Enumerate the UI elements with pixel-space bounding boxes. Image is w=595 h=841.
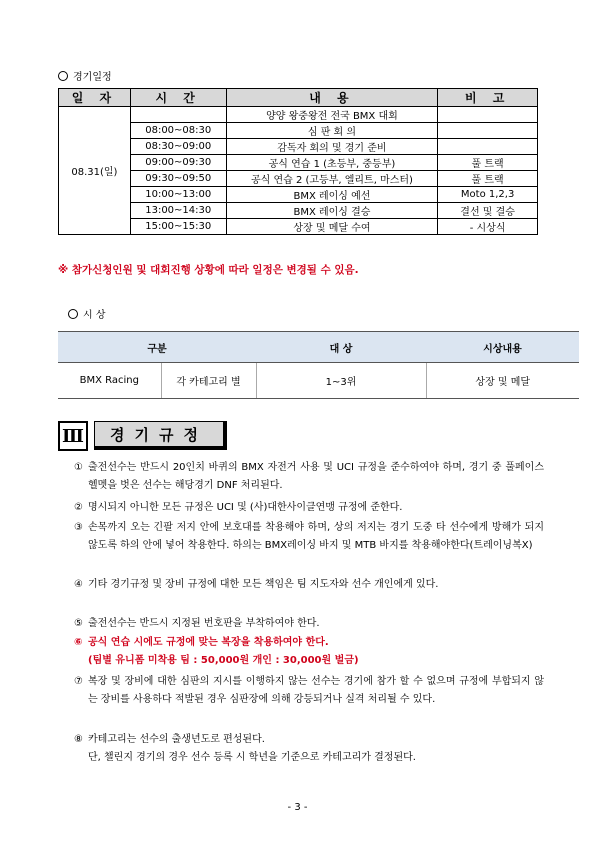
time-cell: 10:00~13:00 [130, 187, 226, 203]
schedule-table [58, 88, 538, 235]
time-cell: 15:00~15:30 [130, 219, 226, 235]
table-row [59, 139, 538, 155]
header-target: 대 상 [256, 332, 426, 363]
section-heading [58, 421, 227, 451]
content-cell: 감독자 회의 및 경기 준비 [226, 139, 438, 155]
table-row [59, 219, 538, 235]
circle-bullet-icon [68, 309, 78, 319]
note-cell [438, 139, 538, 155]
schedule-change-notice: ※ 참가신청인원 및 대회진행 상황에 따라 일정은 변경될 수 있음. [58, 264, 359, 276]
note-cell [438, 107, 538, 123]
table-row [59, 203, 538, 219]
penalty-note: (팀별 유니폼 미착용 팀 : 50,000원 개인 : 30,000원 벌금) [88, 655, 359, 666]
note-cell: 풀 트랙 [438, 155, 538, 171]
circle-bullet-icon [58, 71, 68, 81]
header-category: 구분 [58, 332, 256, 363]
header-date: 일 자 [59, 89, 131, 107]
header-prize: 시상내용 [426, 332, 579, 363]
content-cell: 공식 연습 1 (초등부, 중등부) [226, 155, 438, 171]
awards-heading: 시 상 [68, 306, 106, 321]
rule-item: ③ 손목까지 오는 긴팔 저지 안에 보호대를 착용해야 하며, 상의 저지는 경기 도중 타 선수에게 방해가 되지 않도록 하의 안에 넣어 착용한다. 하의는 BMX레이싱 바지 및 MTB 바지를 착용해야한다(트레이닝복X) [74, 522, 544, 551]
rule-item: ② 명시되지 아니한 모든 규정은 UCI 및 (사)대한사이클연맹 규정에 준한다. [74, 502, 403, 513]
rule-item: ⑧ 카테고리는 선수의 출생년도로 편성된다. 단, 챌린지 경기의 경우 선수 등록 시 학년을 기준으로 카테고리가 결정된다. [74, 731, 544, 767]
table-row [58, 363, 579, 399]
schedule-heading: 경기일정 [58, 68, 112, 83]
time-cell: 08:30~09:00 [130, 139, 226, 155]
content-cell: 공식 연습 2 (고등부, 엘리트, 마스터) [226, 171, 438, 187]
time-cell: 13:00~14:30 [130, 203, 226, 219]
schedule-header-row [59, 89, 538, 107]
rule-sub-note: 단, 챌린지 경기의 경우 선수 등록 시 학년을 기준으로 카테고리가 결정된다. [88, 752, 416, 763]
table-row [59, 171, 538, 187]
note-cell: 결선 및 결승 [438, 203, 538, 219]
roman-numeral-badge: Ⅲ [58, 421, 88, 451]
header-note: 비 고 [438, 89, 538, 107]
date-cell: 08.31(일) [59, 107, 131, 235]
content-cell: 상장 및 메달 수여 [226, 219, 438, 235]
awards-header-row [58, 332, 579, 363]
rule-item: ⑤ 출전선수는 반드시 지정된 번호판을 부착하여야 한다. [74, 618, 320, 629]
content-cell: 양양 왕중왕전 전국 BMX 대회 [226, 107, 438, 123]
note-cell [438, 123, 538, 139]
header-time: 시 간 [130, 89, 226, 107]
rule-item: ⑦ 복장 및 장비에 대한 심판의 지시를 이행하지 않는 선수는 경기에 참가 할 수 없으며 규정에 부합되지 않는 장비를 사용하다 적발된 경우 심판장에 의해 강등되거나 실격 처리될 수 있다. [74, 676, 544, 705]
note-cell: Moto 1,2,3 [438, 187, 538, 203]
page-number: - 3 - [287, 802, 308, 813]
subcategory-cell: 각 카테고리 별 [161, 363, 256, 399]
section-title: 경기규정 [94, 421, 227, 450]
target-cell: 1~3위 [256, 363, 426, 399]
category-cell: BMX Racing [58, 363, 161, 399]
content-cell: BMX 레이싱 예선 [226, 187, 438, 203]
note-cell: - 시상식 [438, 219, 538, 235]
header-content: 내 용 [226, 89, 438, 107]
table-row [59, 107, 538, 123]
table-row [59, 155, 538, 171]
time-cell: 09:30~09:50 [130, 171, 226, 187]
time-cell: 09:00~09:30 [130, 155, 226, 171]
awards-table [58, 331, 579, 399]
rule-item: ④ 기타 경기규정 및 장비 규정에 대한 모든 책임은 팀 지도자와 선수 개인에게 있다. [74, 579, 439, 590]
table-row [59, 187, 538, 203]
rule-item: ① 출전선수는 반드시 20인치 바퀴의 BMX 자전거 사용 및 UCI 규정을 준수하여야 하며, 경기 중 풀페이스 헬멧을 벗은 선수는 해당경기 DNF 처리된다. [74, 462, 544, 491]
prize-cell: 상장 및 메달 [426, 363, 579, 399]
time-cell: 08:00~08:30 [130, 123, 226, 139]
time-cell [130, 107, 226, 123]
content-cell: 심 판 회 의 [226, 123, 438, 139]
table-row [59, 123, 538, 139]
rule-item-highlight: ⑥ 공식 연습 시에도 규정에 맞는 복장을 착용하여야 한다. (팀별 유니폼 미착용 팀 : 50,000원 개인 : 30,000원 벌금) [74, 634, 544, 670]
content-cell: BMX 레이싱 결승 [226, 203, 438, 219]
note-cell: 풀 트랙 [438, 171, 538, 187]
